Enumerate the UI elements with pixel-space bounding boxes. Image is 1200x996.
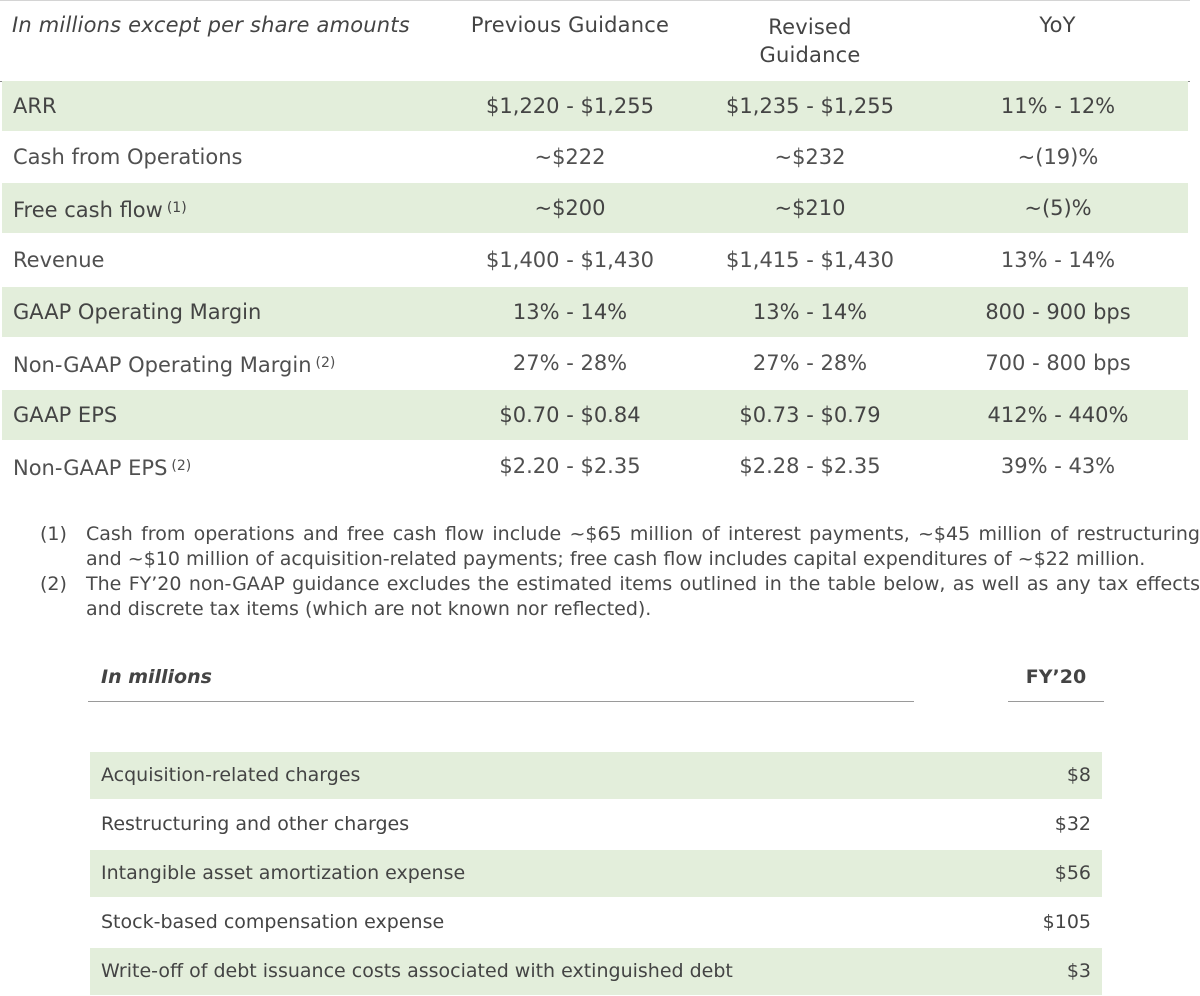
row-previous: $1,220 - $1,255 bbox=[486, 94, 654, 118]
row-previous: ~$200 bbox=[534, 196, 606, 220]
item-row-acquisition-related bbox=[90, 752, 1102, 799]
row-label: ARR bbox=[13, 94, 57, 118]
guidance-table bbox=[0, 0, 1190, 480]
row-label: GAAP EPS bbox=[13, 403, 118, 427]
guidance-row-non-gaap-operating-margin bbox=[2, 338, 1188, 388]
row-yoy: 800 - 900 bps bbox=[985, 300, 1131, 324]
row-revised: ~$232 bbox=[774, 145, 846, 169]
row-yoy: ~(19)% bbox=[1017, 145, 1099, 169]
header-yoy: YoY bbox=[1039, 13, 1076, 37]
row-label: GAAP Operating Margin bbox=[13, 300, 262, 324]
footnote-text: The FY’20 non-GAAP guidance excludes the estimated items outlined in the table below, as well as any tax effects and discrete tax items (which are not known nor reflected). bbox=[86, 573, 1200, 620]
row-revised: $0.73 - $0.79 bbox=[739, 403, 881, 427]
item-value: $3 bbox=[1066, 960, 1091, 982]
item-value: $32 bbox=[1054, 813, 1091, 835]
row-revised: $2.28 - $2.35 bbox=[739, 454, 881, 478]
row-previous: $0.70 - $0.84 bbox=[499, 403, 641, 427]
row-previous: 13% - 14% bbox=[512, 300, 628, 324]
footnote-ref: (1) bbox=[166, 200, 187, 216]
row-label: Cash from Operations bbox=[13, 145, 243, 169]
row-previous: $2.20 - $2.35 bbox=[499, 454, 641, 478]
item-label: Write-off of debt issuance costs associated with extinguished debt bbox=[101, 960, 733, 982]
row-yoy: 11% - 12% bbox=[1000, 94, 1116, 118]
row-yoy: 700 - 800 bps bbox=[985, 351, 1131, 375]
item-row-restructuring bbox=[90, 801, 1102, 848]
guidance-row-arr bbox=[2, 81, 1188, 131]
item-row-debt-issuance-write-off bbox=[90, 948, 1102, 995]
footnote-number: (1) bbox=[40, 523, 67, 545]
row-revised: $1,235 - $1,255 bbox=[726, 94, 894, 118]
footnote-ref: (2) bbox=[171, 458, 192, 474]
items-header-fy20: FY’20 bbox=[1025, 666, 1087, 688]
item-row-intangible-amortization bbox=[90, 850, 1102, 897]
header-divider bbox=[1008, 701, 1104, 702]
row-yoy: 39% - 43% bbox=[1000, 454, 1116, 478]
row-yoy: 412% - 440% bbox=[987, 403, 1129, 427]
header-label: In millions except per share amounts bbox=[12, 13, 410, 37]
row-label: Non-GAAP EPS $^{(2)}$ bbox=[13, 456, 192, 480]
item-label: Acquisition-related charges bbox=[101, 764, 361, 786]
item-row-stock-based-compensation bbox=[90, 899, 1102, 946]
guidance-row-revenue bbox=[2, 235, 1188, 285]
item-label: Stock-based compensation expense bbox=[101, 911, 445, 933]
row-label: Non-GAAP Operating Margin $^{(2)}$ bbox=[13, 353, 336, 377]
footnote-text: Cash from operations and free cash flow include ~$65 million of interest payments, ~$45 million of restructuring and ~$10 million of acquisition-related payments; free cash flow includes capital expenditures of ~$22 million. bbox=[86, 523, 1200, 570]
row-revised: 13% - 14% bbox=[752, 300, 868, 324]
footnote-ref: (2) bbox=[315, 355, 336, 371]
guidance-row-free-cash-flow bbox=[2, 183, 1188, 233]
row-yoy: 13% - 14% bbox=[1000, 248, 1116, 272]
guidance-table-header bbox=[0, 0, 1190, 82]
item-label: Restructuring and other charges bbox=[101, 813, 410, 835]
row-previous: $1,400 - $1,430 bbox=[486, 248, 654, 272]
footnote-1 bbox=[40, 522, 1200, 572]
row-previous: 27% - 28% bbox=[512, 351, 628, 375]
footnote-number: (2) bbox=[40, 573, 67, 595]
row-revised: 27% - 28% bbox=[752, 351, 868, 375]
row-previous: ~$222 bbox=[534, 145, 606, 169]
guidance-row-gaap-eps bbox=[2, 390, 1188, 440]
footnote-2 bbox=[40, 572, 1200, 622]
item-value: $56 bbox=[1054, 862, 1091, 884]
guidance-row-non-gaap-eps bbox=[2, 441, 1188, 491]
row-revised: ~$210 bbox=[774, 196, 846, 220]
row-revised: $1,415 - $1,430 bbox=[726, 248, 894, 272]
item-value: $8 bbox=[1066, 764, 1091, 786]
guidance-row-cash-from-operations bbox=[2, 132, 1188, 182]
item-label: Intangible asset amortization expense bbox=[101, 862, 466, 884]
row-label: Revenue bbox=[13, 248, 105, 272]
header-divider bbox=[88, 701, 914, 702]
row-label: Free cash flow $^{(1)}$ bbox=[13, 198, 187, 222]
header-previous-guidance: Previous Guidance bbox=[470, 13, 670, 37]
footnotes bbox=[40, 522, 1200, 622]
header-revised-guidance: Revised Guidance bbox=[759, 15, 861, 67]
item-value: $105 bbox=[1042, 911, 1091, 933]
row-yoy: ~(5)% bbox=[1024, 196, 1092, 220]
guidance-row-gaap-operating-margin bbox=[2, 287, 1188, 337]
items-header-label: In millions bbox=[101, 666, 212, 688]
